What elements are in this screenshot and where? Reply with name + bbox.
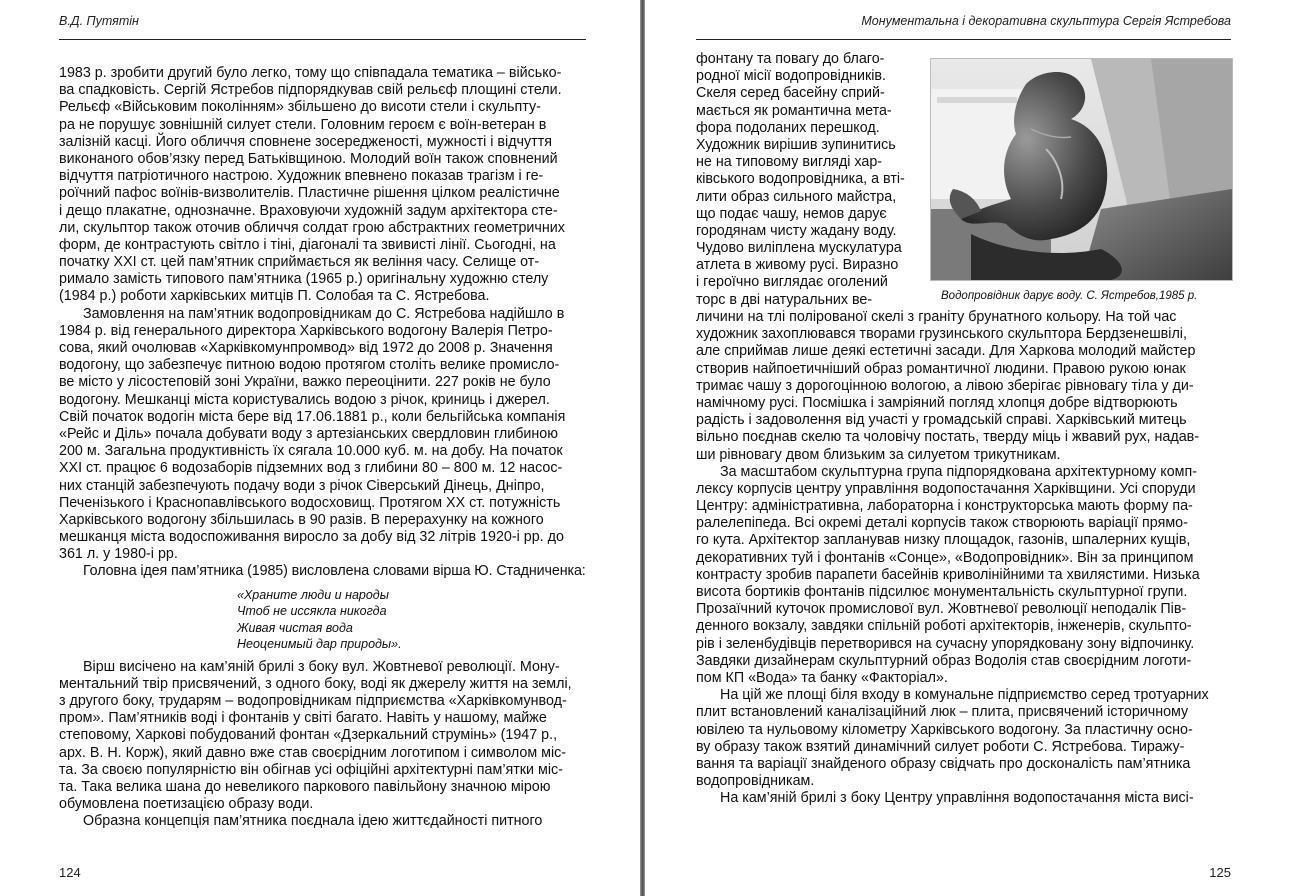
text-line: Замовлення на пам’ятник водопровідникам до С. Ястребова надійшло в	[83, 305, 565, 322]
text-line: «Рейс и Діль» почала добувати воду з артезіанських свердловин глибиною	[59, 425, 558, 442]
text-line: мешканця міста водоспоживання виросло за добу від 32 літрів 1920-і рр. до	[59, 529, 564, 546]
poem-quote	[237, 587, 640, 653]
text-line: радість і задоволення від участі у громадській справі. Харківський митець	[696, 412, 1187, 429]
text-line: відчуття патріотичного настрою. Художник впевнено показав трагізм і ге-	[59, 168, 544, 185]
text-line: плит встановлений каналізаційний люк – плита, присвячений історичному	[696, 704, 1189, 721]
text-line: пром». Пам’ятників воді і фонтанів у світі багато. Навіть у нашому, майже	[59, 710, 547, 727]
text-line: вільно поєднав скелю та чоловічу постать, тверду міць і жвавий рух, надав-	[696, 429, 1200, 446]
text-line: Образна концепція пам’ятника поєднала ідею життєдайності питного	[83, 813, 543, 830]
text-line: денного вокзалу, завдяки спільній роботі архітекторів, інженерів, скульпто-	[696, 618, 1192, 635]
text-line: рів і зеленбудівців перетворився на сучасну упорядковану зону відпочинку.	[696, 635, 1195, 652]
text-line: та. За своєю популярністю він обігнав усі офіційні архітектурні пам’ятки міс-	[59, 761, 563, 778]
sculpture-photo	[930, 58, 1233, 281]
text-line: ши рівновагу двом близьким за силуетом трикутникам.	[696, 446, 1061, 463]
right-running-header: Монументальна і декоративна скульптура Сергія Ястребова	[861, 14, 1231, 28]
text-line: пом КП «Вода» та банку «Факторіал».	[696, 669, 948, 686]
text-line: і дещо плакатне, однозначне. Враховуючи художній задум архітектора сте-	[59, 202, 558, 219]
text-line: висота бортиків фонтанів підсилює монументальність скульптурної групи.	[696, 584, 1188, 600]
text-line: Печенізького і Краснопавлівського водосховищ. Протягом XX ст. потужність	[59, 494, 561, 511]
poem-line: «Храните люди и народы	[237, 587, 389, 602]
text-line: форм, де контрастують світло і тіні, діагоналі та звивисті лінії. Сьогодні, на	[59, 236, 556, 253]
text-line: 1983 р. зробити другий було легко, тому що співпадала тематика – військо-	[59, 65, 562, 81]
text-line: роїчний пафос воїнів-визволителів. Пластичне рішення цілком реалістичне	[59, 185, 560, 202]
text-line: контрасту зробив парапети басейнів криволінійними та хвилястими. Низька	[696, 566, 1200, 583]
left-page	[0, 0, 640, 896]
text-line: сова, який очолював «Харківкомунпромвод» від 1972 до 2008 р. Значення	[59, 340, 553, 356]
text-line: з другого боку, трударям – водопровідникам підприємства «Харківкомунвод-	[59, 693, 567, 709]
text-line: Вірш висічено на кам’яній брилі з боку вул. Жовтневої революції. Мону-	[83, 658, 560, 675]
text-line: Художник вирішив зупинитись	[696, 136, 896, 153]
poem-line: Чтоб не иссякла никогда	[237, 604, 387, 619]
right-header-rule	[696, 39, 1231, 40]
left-header-rule	[59, 39, 586, 40]
left-running-header: В.Д. Путятін	[59, 14, 139, 28]
text-line: атлета в живому русі. Виразно	[696, 257, 899, 274]
text-line: 361 л. у 1980-і рр.	[59, 546, 178, 563]
text-line: фора подоланих перешкод.	[696, 119, 880, 136]
text-line: та. Така велика шана до невеликого паркового павільйону значною мірою	[59, 778, 551, 795]
poem-line: Живая чистая вода	[237, 620, 353, 635]
text-line: Скеля серед басейну сприй-	[696, 85, 885, 102]
left-page-number: 124	[59, 865, 81, 880]
right-page-number: 125	[1209, 865, 1231, 880]
text-line: але сприймав лише деякі естетичні засади. Для Харкова молодий майстер	[696, 343, 1196, 360]
text-line: Чудово виліплена мускулатура	[696, 240, 902, 257]
text-line: тримає чашу з дорогоцінною вологою, а лівою зберігає рівновагу тіла у ди-	[696, 377, 1194, 394]
text-line: ра не порушує зовнішній силует стели. Головним героєм є воїн-ветеран в	[59, 116, 547, 133]
text-line: ківського водопровідника, а вті-	[696, 171, 905, 188]
text-line: художник захоплювався творами грузинського скульптора Бердзенешвілі,	[696, 326, 1187, 343]
text-line: Свій початок водогін міста бере від 17.06.1881 р., коли бельгійська компанія	[59, 408, 566, 425]
text-line: вання та варіації знайденого образу свідчать про досконалість пам’ятника	[696, 755, 1191, 772]
text-line: водогону. Мешканці міста користувались водою з річок, криниць і джерел.	[59, 391, 550, 408]
text-line: декоративних туй і фонтанів «Сонце», «Водопровідник». Він за принципом	[696, 549, 1194, 566]
text-line: ва спадковість. Сергій Ястребов підпорядкував свій рельєф площині стели.	[59, 82, 562, 99]
right-body-text	[696, 309, 1231, 807]
text-line: ментальний твір присвячений, з одного боку, воді як джерелу життя на землі,	[59, 675, 572, 692]
text-line: Головна ідея пам’ятника (1985) висловлена словами вірша Ю. Стадниченка:	[83, 563, 586, 580]
text-line: створив найпоетичніший образ романтичної людини. Правою рукою юнак	[696, 360, 1186, 377]
text-line: намічному русі. Посмішка і замріяний погляд хлопця добре відтворюють	[696, 394, 1178, 411]
text-line: XXI ст. працює 6 водозаборів підземних вод з глибини 80 – 800 м. 12 насос-	[59, 460, 563, 477]
left-body-text	[59, 65, 586, 831]
text-line: степовому, Харкові побудований фонтан «Дзеркальний струмінь» (1947 р.,	[59, 727, 558, 744]
text-line: водогону, що забезпечує питною водою протягом століть велике промисло-	[59, 357, 560, 374]
text-line: лексу корпусів центру управління водопостачання Харківщини. Усі споруди	[696, 480, 1196, 497]
text-line: виконаного обов’язку перед Батьківщиною. Молодий воїн також сповнений	[59, 150, 558, 167]
text-line: 200 м. Загальна продуктивність їх сягала 10.000 куб. м. на добу. На початок	[59, 443, 563, 460]
text-line: личини на тлі полірованої скелі з граніту брунатного кольору. На той час	[696, 309, 1177, 325]
text-line: торс в дві натуральних ве-	[696, 291, 873, 308]
text-line: і героїчно виглядає оголений	[696, 274, 888, 291]
text-line: обумовлена поетизацією образу води.	[59, 796, 314, 813]
text-line: ли, скульптор також оточив обличчя солдат грою абстрактних геометричних	[59, 219, 565, 236]
text-line: ве місто у лісостеповій зоні України, важко переоцінити. 227 років не було	[59, 374, 551, 391]
sculpture-photo-image	[931, 59, 1232, 280]
text-line: Завдяки дизайнерам скульптурний образ Водолія став своєрідним логоти-	[696, 652, 1192, 669]
text-line: За масштабом скульптурна група підпорядкована архітектурному комп-	[720, 463, 1197, 480]
text-line: лити образ сильного майстра,	[696, 188, 897, 205]
text-line: фонтану та повагу до благо-	[696, 51, 885, 67]
text-line: Харківського водогону збільшилась в 90 разів. В перерахунку на кожного	[59, 511, 544, 528]
text-line: ювілею та нульовому кілометру Харківського водогону. За пластичну осно-	[696, 721, 1193, 738]
text-line: початку XXI ст. цей пам’ятник сприймається як веління часу. Селище от-	[59, 254, 540, 271]
text-line: мається як романтична мета-	[696, 102, 892, 119]
text-line: 1984 р. від генерального директора Харківського водогону Валерія Петро-	[59, 322, 553, 339]
text-line: арх. В. Н. Корж), який давно вже став своєрідним логотипом і символом міс-	[59, 744, 567, 761]
right-page	[645, 0, 1289, 896]
text-line: Центру: адміністративна, лабораторна і конструкторська мають форму па-	[696, 498, 1193, 515]
text-line: що подає чашу, немов дарує	[696, 205, 887, 222]
text-line: них станцій забезпечують подачу води з річок Сіверський Дінець, Дніпро,	[59, 477, 545, 494]
text-line: (1984 р.) роботи харківських митців П. Солобая та С. Ястребова.	[59, 288, 490, 305]
text-line: Рельєф «Військовим поколінням» збільшено до висоти стели і скульпту-	[59, 99, 541, 116]
text-line: го кута. Архітектор запланував низку площадок, газонів, шпалерних кущів,	[696, 532, 1191, 549]
text-line: родної місії водопровідників.	[696, 68, 886, 85]
text-line: Прозаїчний куточок промислової вул. Жовтневої революції неподалік Пів-	[696, 601, 1187, 618]
text-line: не на типовому вигляді хар-	[696, 154, 883, 171]
text-line: залізній касці. Його обличчя сповнене зосередженості, мужності і відчуття	[59, 133, 552, 150]
text-line: На цій же площі біля входу в комунальне підприємство серед тротуарних	[720, 687, 1209, 704]
right-narrow-column	[696, 51, 917, 309]
text-line: городянам чисту жадану воду.	[696, 222, 897, 239]
text-line: На кам’яній брилі з боку Центру управління водопостачання міста висі-	[720, 790, 1194, 807]
text-line: водопровідникам.	[696, 773, 815, 790]
poem-line: Неоценимый дар природы».	[237, 637, 402, 652]
text-line: ралелепіпеда. Всі окремі деталі корпусів також створюють варіації прямо-	[696, 515, 1188, 532]
photo-caption: Водопровідник дарує воду. С. Ястребов,1985 р.	[941, 290, 1198, 302]
text-line: римало замість типового пам’ятника (1965 р.) оригінальну художню стелу	[59, 271, 549, 288]
text-line: ву образу також взятий динамічний силует роботи С. Ястребова. Тиражу-	[696, 738, 1185, 755]
